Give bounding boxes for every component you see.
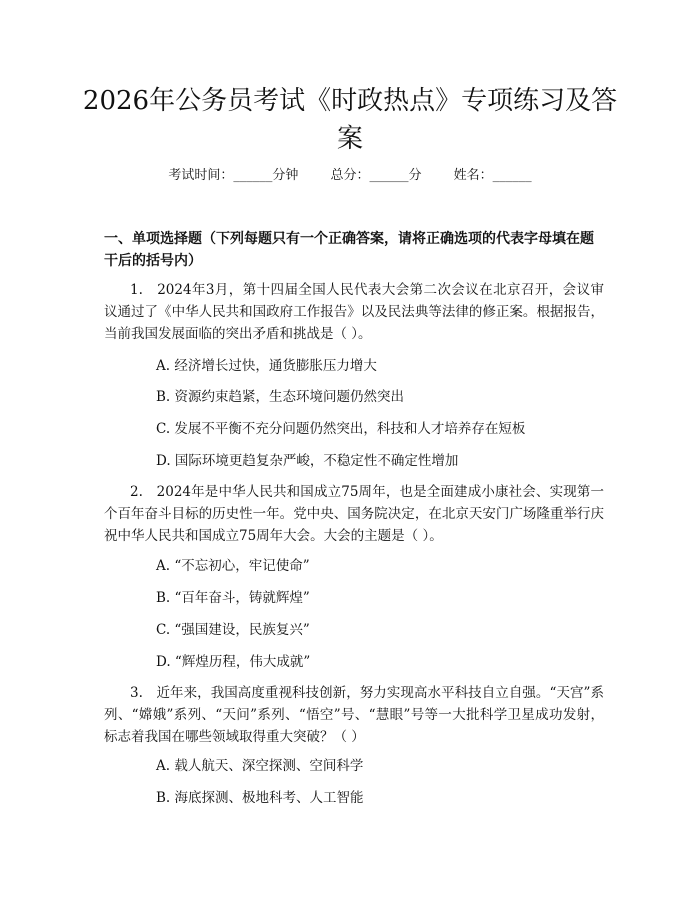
exam-score: 总分：______分 <box>330 168 422 183</box>
question-1-option-c: C. 发展不平衡不充分问题仍然突出，科技和人才培养存在短板 <box>156 421 526 437</box>
section-heading: 一、单项选择题（下列每题只有一个正确答案，请将正确选项的代表字母填在题干后的括号内） <box>104 231 594 269</box>
exam-meta <box>0 166 700 186</box>
question-2-option-d: D. “辉煌历程，伟大成就” <box>156 654 311 670</box>
exam-name: 姓名：______ <box>453 168 532 183</box>
question-1: 1. 2024年3月，第十四届全国人民代表大会第二次会议在北京召开，会议审议通过了《中华人民共和国政府工作报告》以及民法典等法律的修正案。根据报告，当前我国发展面临的突出矛盾和挑战是（ ）。 <box>104 282 604 342</box>
question-2-option-b: B. “百年奋斗，铸就辉煌” <box>156 590 310 606</box>
question-2-option-a: A. “不忘初心，牢记使命” <box>156 558 310 574</box>
question-2-option-c: C. “强国建设，民族复兴” <box>156 622 310 638</box>
question-1-option-a: A. 经济增长过快，通货膨胀压力增大 <box>156 358 377 374</box>
question-2: 2. 2024年是中华人民共和国成立75周年，也是全面建成小康社会、实现第一个百年奋斗目标的历史性一年。党中央、国务院决定，在北京天安门广场隆重举行庆祝中华人民共和国成立75周年大会。大会的主题是（ ）。 <box>104 484 604 544</box>
question-3-option-a: A. 载人航天、深空探测、空间科学 <box>156 758 364 774</box>
question-1-option-b: B. 资源约束趋紧，生态环境问题仍然突出 <box>156 389 405 405</box>
document-title: 2026年公务员考试《时政热点》专项练习及答案 <box>82 86 618 154</box>
question-1-option-d: D. 国际环境更趋复杂严峻，不稳定性不确定性增加 <box>156 453 459 469</box>
exam-time: 考试时间：______分钟 <box>168 168 299 183</box>
question-3-option-b: B. 海底探测、极地科考、人工智能 <box>156 790 364 806</box>
question-3: 3. 近年来，我国高度重视科技创新，努力实现高水平科技自立自强。“天宫”系列、“嫦娥”系列、“天问”系列、“悟空”号、“慧眼”号等一大批科学卫星成功发射，标志着我国在哪些领域取得重大突破？（ ） <box>104 685 604 745</box>
